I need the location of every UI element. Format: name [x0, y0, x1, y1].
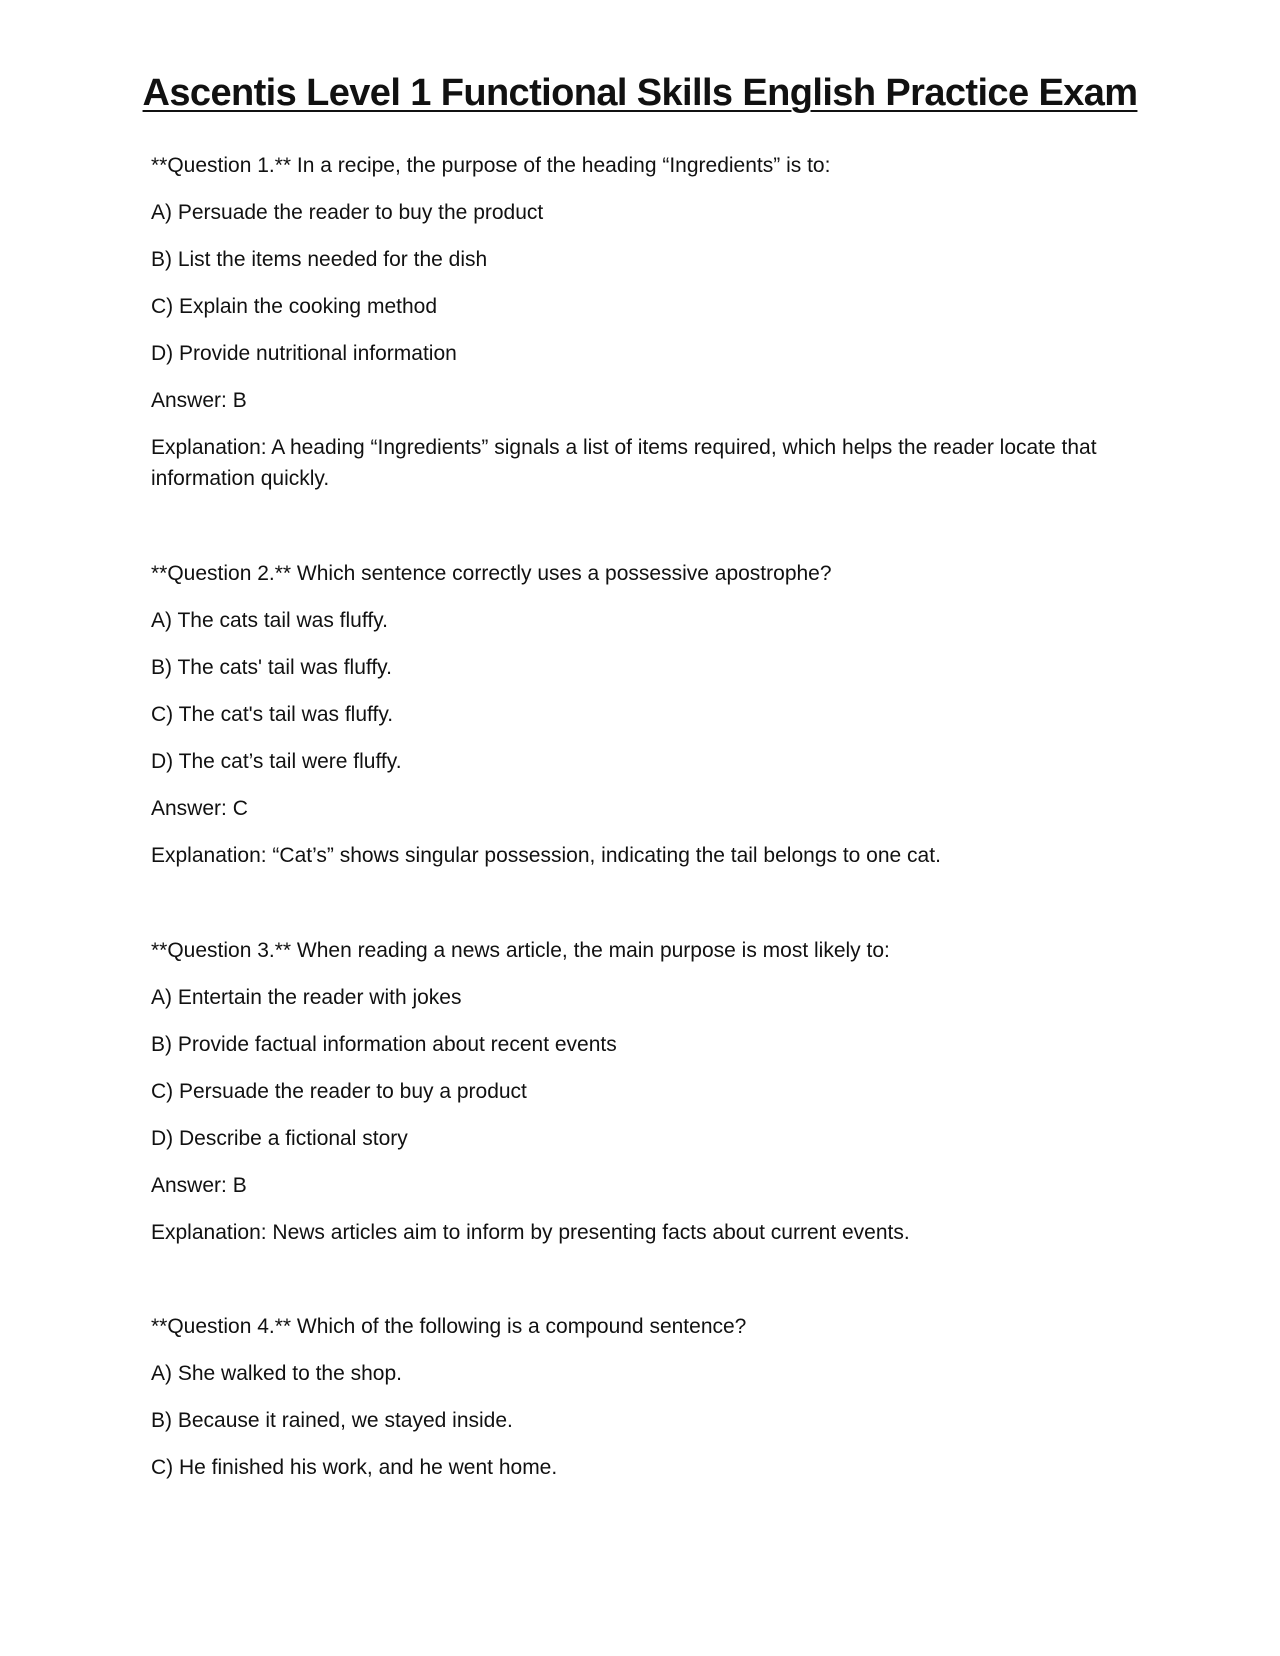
question-4-option-c: C) He finished his work, and he went home. — [151, 1456, 558, 1479]
question-4-prompt: **Question 4.** Which of the following is a compound sentence? — [151, 1315, 747, 1338]
question-2-option-b: B) The cats' tail was fluffy. — [151, 656, 392, 679]
question-3-option-b: B) Provide factual information about recent events — [151, 1033, 617, 1056]
question-3-prompt: **Question 3.** When reading a news article, the main purpose is most likely to: — [151, 939, 890, 962]
question-2-prompt: **Question 2.** Which sentence correctly uses a possessive apostrophe? — [151, 562, 832, 585]
question-1-option-b: B) List the items needed for the dish — [151, 248, 488, 271]
question-1-answer: Answer: B — [151, 389, 247, 412]
question-3-explanation: Explanation: News articles aim to inform by presenting facts about current events. — [151, 1221, 910, 1244]
question-3-answer: Answer: B — [151, 1174, 247, 1197]
question-2-option-a: A) The cats tail was fluffy. — [151, 609, 388, 632]
question-1-prompt: **Question 1.** In a recipe, the purpose of the heading “Ingredients” is to: — [151, 154, 831, 177]
question-1-explanation: Explanation: A heading “Ingredients” signals a list of items required, which helps the reader locate that information quickly. — [151, 436, 1097, 490]
question-3-option-d: D) Describe a fictional story — [151, 1127, 408, 1150]
question-3-option-a: A) Entertain the reader with jokes — [151, 986, 462, 1009]
question-1-option-a: A) Persuade the reader to buy the product — [151, 201, 544, 224]
question-2-option-c: C) The cat's tail was fluffy. — [151, 703, 394, 726]
page-title: Ascentis Level 1 Functional Skills English Practice Exam — [142, 72, 1138, 114]
question-3-option-c: C) Persuade the reader to buy a product — [151, 1080, 527, 1103]
question-2-option-d: D) The cat’s tail were fluffy. — [151, 750, 402, 773]
question-1-option-c: C) Explain the cooking method — [151, 295, 437, 318]
question-1-option-d: D) Provide nutritional information — [151, 342, 457, 365]
question-2-explanation: Explanation: “Cat’s” shows singular possession, indicating the tail belongs to one cat. — [151, 844, 941, 867]
question-4-option-a: A) She walked to the shop. — [151, 1362, 402, 1385]
question-2-answer: Answer: C — [151, 797, 248, 820]
question-4-option-b: B) Because it rained, we stayed inside. — [151, 1409, 513, 1432]
